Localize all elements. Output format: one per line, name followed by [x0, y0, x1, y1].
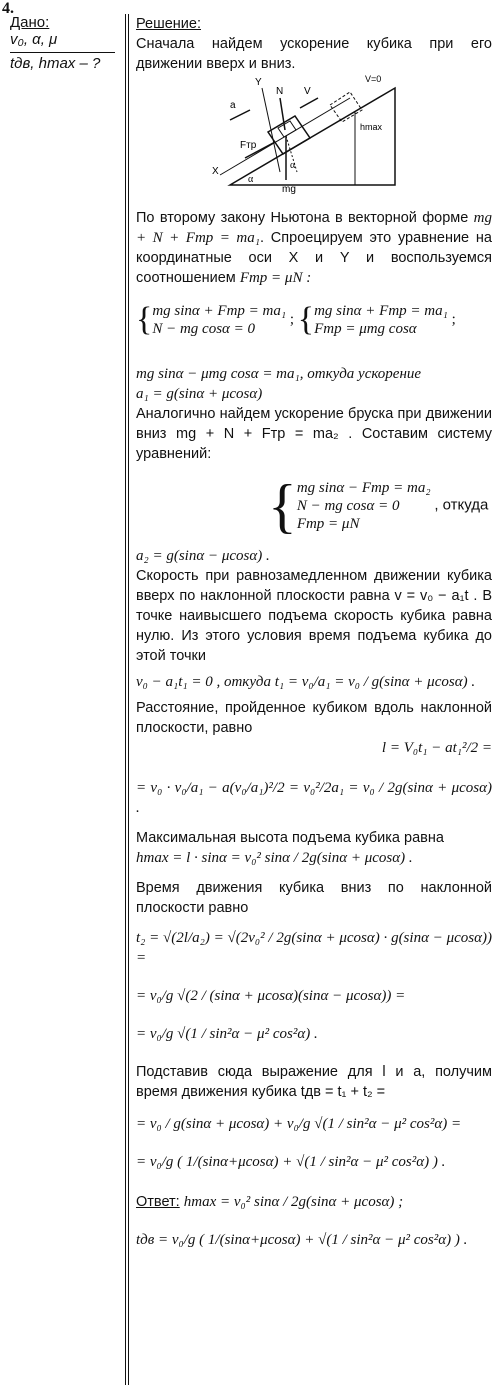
p2-eq2: Fтр = μN : — [239, 270, 312, 286]
p7-eq1: t₂ = √(2l/a₂) = √(2v₀² / 2g(sinα + μcosα) · g(sinα − μcosα)) = — [136, 930, 492, 966]
system-3: { mg sinα − Fтр = ma₂ N − mg cosα = 0 Fтр = μN , откуда — [268, 473, 489, 539]
p2-text: По второму закону Ньютона в векторной форме — [136, 210, 469, 226]
answer-h: hmax = v₀² sinα / 2g(sinα + μcosα) ; — [183, 1194, 404, 1210]
column-divider — [125, 14, 126, 1385]
given-values: v₀, α, μ — [10, 31, 58, 48]
label-v: V — [304, 86, 311, 97]
line-a2: a₂ = g(sinα − μcosα) . — [136, 548, 270, 564]
p8-text: Подставив сюда выражение для l и a, получим время движения кубика tдв = t₁ + t₂ = — [136, 1064, 492, 1100]
sys2-a: mg sinα + Fтр = ma₁ — [314, 303, 448, 319]
sys1-b: N − mg cosα = 0 — [152, 321, 256, 337]
label-a: a — [230, 100, 236, 111]
label-v0: V=0 — [365, 74, 382, 84]
p4-eq: v₀ − a₁t₁ = 0 , откуда t₁ = v₀/a₁ = v₀ / g(sinα + μcosα) . — [136, 674, 476, 690]
line-a1b: a₁ = g(sinα + μcosα) — [136, 386, 263, 402]
label-alpha1: α — [248, 174, 254, 185]
answer-t: tдв = v₀/g ( 1/(sinα+μcosα) + √(1 / sin²α − μ² cos²α) ) . — [136, 1232, 468, 1248]
p8-eq2: = v₀/g ( 1/(sinα+μcosα) + √(1 / sin²α − μ² cos²α) ) . — [136, 1154, 446, 1170]
problem-number: 4. — [2, 0, 14, 17]
answer-label: Ответ: — [136, 1194, 180, 1210]
systems-1: { mg sinα + Fтр = ma₁ N − mg cosα = 0 ; { mg sinα + Fтр = ma₁ Fтр = μmg cosα ; — [136, 301, 456, 338]
solution-p1: Сначала найдем ускорение кубика при его движении вверх и вниз. — [136, 36, 492, 72]
p5-eq: l = V₀t₁ − at₁²/2 = — [381, 740, 492, 756]
sys2-b: Fтр = μmg cosα — [314, 321, 417, 337]
solution-header: Решение: — [136, 16, 201, 32]
given-block — [10, 14, 115, 72]
p6-eq: hmax = l · sinα = v₀² sinα / 2g(sinα + μcosα) . — [136, 850, 413, 866]
sys3-a: mg sinα − Fтр = ma₂ — [296, 480, 431, 496]
p7-eq3: = v₀/g √(1 / sin²α − μ² cos²α) . — [136, 1026, 318, 1042]
p5-text: Расстояние, пройденное кубиком вдоль наклонной плоскости, равно — [136, 700, 492, 736]
label-hmax: hmax — [360, 122, 383, 132]
label-ftr: Fтр — [240, 140, 257, 151]
column-divider-2 — [128, 14, 129, 1385]
label-mg: mg — [282, 184, 296, 195]
p7-text: Время движения кубика вниз по наклонной плоскости равно — [136, 880, 492, 916]
find-line: tдв, hmax – ? — [10, 52, 115, 72]
given-header: Дано: — [10, 14, 50, 31]
label-y: Y — [255, 77, 262, 88]
p2-text-b: . Спроецируем это уравнение на координатные оси X и Y и воспользуемся соотношением — [136, 230, 492, 286]
label-x: X — [212, 166, 219, 177]
p6-text: Максимальная высота подъема кубика равна — [136, 830, 444, 846]
sys3-tail: , откуда — [434, 496, 489, 514]
p5-eq2: = v₀ · v₀/a₁ − a(v₀/a₁)²/2 = v₀²/2a₁ = v₀ / 2g(sinα + μcosα) . — [136, 780, 492, 816]
line-a1: mg sinα − μmg cosα = ma₁, откуда ускорение — [136, 366, 422, 382]
solution-part3 — [136, 364, 492, 464]
p2-eq: mg + N + Fтр = ma₁ — [136, 210, 493, 246]
sys1-a: mg sinα + Fтр = ma₁ — [152, 303, 287, 319]
sys3-b: N − mg cosα = 0 — [296, 498, 400, 514]
sys3-c: Fтр = μN — [296, 516, 360, 532]
p3-text: Аналогично найдем ускорение бруска при движении вниз mg + N + Fтр = ma₂ . Составим систему уравнений: — [136, 406, 492, 462]
solution-part2 — [136, 208, 492, 288]
p4-text: Скорость при равнозамедленном движении кубика вверх по наклонной плоскости равна v = v₀ − a₁t . В точке наивысшего подъема скорость кубика равна нулю. Из этого условия время подъема кубика до этой точки — [136, 568, 492, 664]
solution-part4 — [136, 546, 492, 1250]
p7-eq2: = v₀/g √(2 / (sinα + μcosα)(sinα − μcosα)) = — [136, 988, 406, 1004]
label-n: N — [276, 86, 284, 97]
p8-eq1: = v₀ / g(sinα + μcosα) + v₀/g √(1 / sin²α − μ² cos²α) = — [136, 1116, 462, 1132]
incline-diagram — [200, 70, 410, 195]
solution — [136, 14, 492, 74]
label-alpha2: α — [290, 160, 296, 171]
